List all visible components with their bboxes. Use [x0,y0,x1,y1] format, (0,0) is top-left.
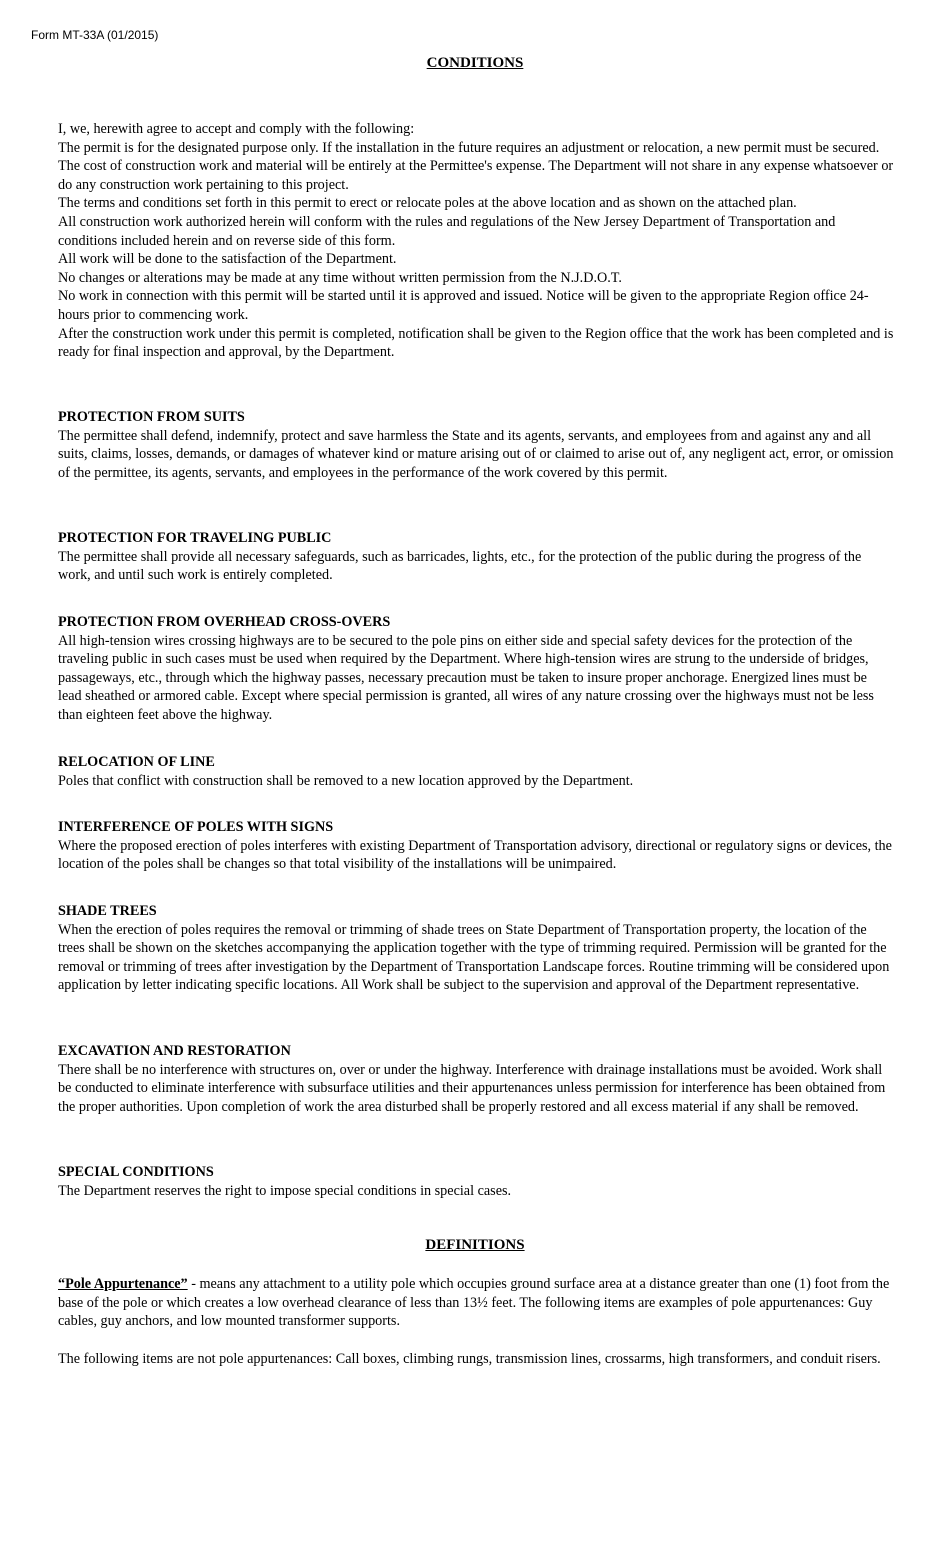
section-body: All high-tension wires crossing highways are to be secured to the pole pins on either side and special safety devices for the protection of the traveling public in such cases must be used when required by the Department. Where high-tension wires are strung to the underside of bridges, passageways, etc., through which the highway passes, necessary precaution must be taken to insure proper anchorage. Energized lines must be lead sheathed or armored cable. Except where special permission is granted, all wires of any nature crossing over the highways must not be less than eighteen feet above the highway. [58,632,874,723]
section-body: The Department reserves the right to impose special conditions in special cases. [58,1182,512,1199]
intro-line: The terms and conditions set forth in this permit to erect or relocate poles at the above location and as shown on the attached plan. [58,195,797,212]
section-protection-for-traveling-public [58,529,894,585]
section-heading: SPECIAL CONDITIONS [58,1164,214,1180]
section-heading: RELOCATION OF LINE [58,754,215,770]
section-special-conditions [58,1163,894,1200]
section-protection-from-overhead-cross-overs [58,613,894,725]
section-shade-trees [58,902,894,995]
intro-line: No work in connection with this permit will be started until it is approved and issued. Notice will be given to the appropriate Region office 24-hours prior to commencing work. [58,288,869,323]
section-body: The permittee shall defend, indemnify, protect and save harmless the State and its agents, servants, and employees from and against any and all suits, claims, losses, demands, or damages of whatever kind or mature arising out of or claimed to arise out of, any negligent act, error, or omission of the permittee, its agents, servants, and employees in the performance of the work covered by this permit. [58,427,894,481]
section-body: Where the proposed erection of poles interferes with existing Department of Transportation advisory, directional or regulatory signs or devices, the location of the poles shall be changes so that total visibility of the installations will be unimpaired. [58,837,892,873]
section-body: The permittee shall provide all necessary safeguards, such as barricades, lights, etc., for the protection of the public during the progress of the work, and until such work is entirely completed. [58,548,862,584]
conditions-title: CONDITIONS [426,55,524,71]
section-heading: EXCAVATION AND RESTORATION [58,1043,291,1059]
not-appurtenances-text: The following items are not pole appurtenances: Call boxes, climbing rungs, transmission lines, crossarms, high transformers, and conduit risers. [58,1351,881,1367]
intro-line: The cost of construction work and material will be entirely at the Permittee's expense. The Department will not share in any expense whatsoever or do any construction work pertaining to this project. [58,158,894,193]
section-body: There shall be no interference with structures on, over or under the highway. Interference with drainage installations must be avoided. Work shall be conducted to eliminate interference with subsurface utilities and their appurtenances unless permission for interference has been obtained from the proper authorities. Upon completion of work the area disturbed shall be properly restored and all excess material if any shall be removed. [58,1061,886,1115]
section-excavation-and-restoration [58,1042,894,1116]
intro-line: All work will be done to the satisfaction of the Department. [58,251,397,268]
section-interference-of-poles-with-signs [58,818,894,874]
definitions-title: DEFINITIONS [425,1237,525,1253]
section-heading: SHADE TREES [58,903,157,919]
section-relocation-of-line [58,753,894,790]
intro-list [58,120,894,362]
definition-text: - means any attachment to a utility pole which occupies ground surface area at a distance greater than one (1) foot from the base of the pole or which creates a low overhead clearance of less than 13½ feet. The following items are examples of pole appurtenances: Guy cables, guy anchors, and low mounted transformer supports. [58,1276,890,1330]
definition-term: “Pole Appurtenance” [58,1276,188,1292]
section-heading: PROTECTION FOR TRAVELING PUBLIC [58,530,332,546]
section-heading: PROTECTION FROM SUITS [58,409,245,425]
definition-pole-appurtenance [58,1275,894,1331]
section-body: Poles that conflict with construction shall be removed to a new location approved by the Department. [58,772,634,789]
section-protection-from-suits [58,408,894,482]
section-body: When the erection of poles requires the removal or trimming of shade trees on State Department of Transportation property, the location of the trees shall be shown on the sketches accompanying the application together with the type of trimming required. Permission will be granted for the removal or trimming of trees after investigation by the Department of Transportation Landscape forces. Routine trimming will be considered upon application by letter indicating specific locations. All Work shall be subject to the supervision and approval of the Department representative. [58,921,890,994]
intro-line: All construction work authorized herein will conform with the rules and regulations of the New Jersey Department of Transportation and conditions included herein and on reverse side of this form. [58,213,836,249]
definition-not-appurtenances [58,1350,894,1369]
section-heading: PROTECTION FROM OVERHEAD CROSS-OVERS [58,614,391,630]
section-heading: INTERFERENCE OF POLES WITH SIGNS [58,819,334,835]
form-id: Form MT-33A (01/2015) [31,28,159,42]
intro-line: After the construction work under this permit is completed, notification shall be given to the Region office that the work has been completed and is ready for final inspection and approval, by the Department. [58,325,894,361]
intro-line: No changes or alterations may be made at any time without written permission from the N.J.D.O.T. [58,269,622,286]
intro-line: I, we, herewith agree to accept and comply with the following: [58,121,415,137]
intro-line: The permit is for the designated purpose only. If the installation in the future requires an adjustment or relocation, a new permit must be secured. [58,139,880,156]
